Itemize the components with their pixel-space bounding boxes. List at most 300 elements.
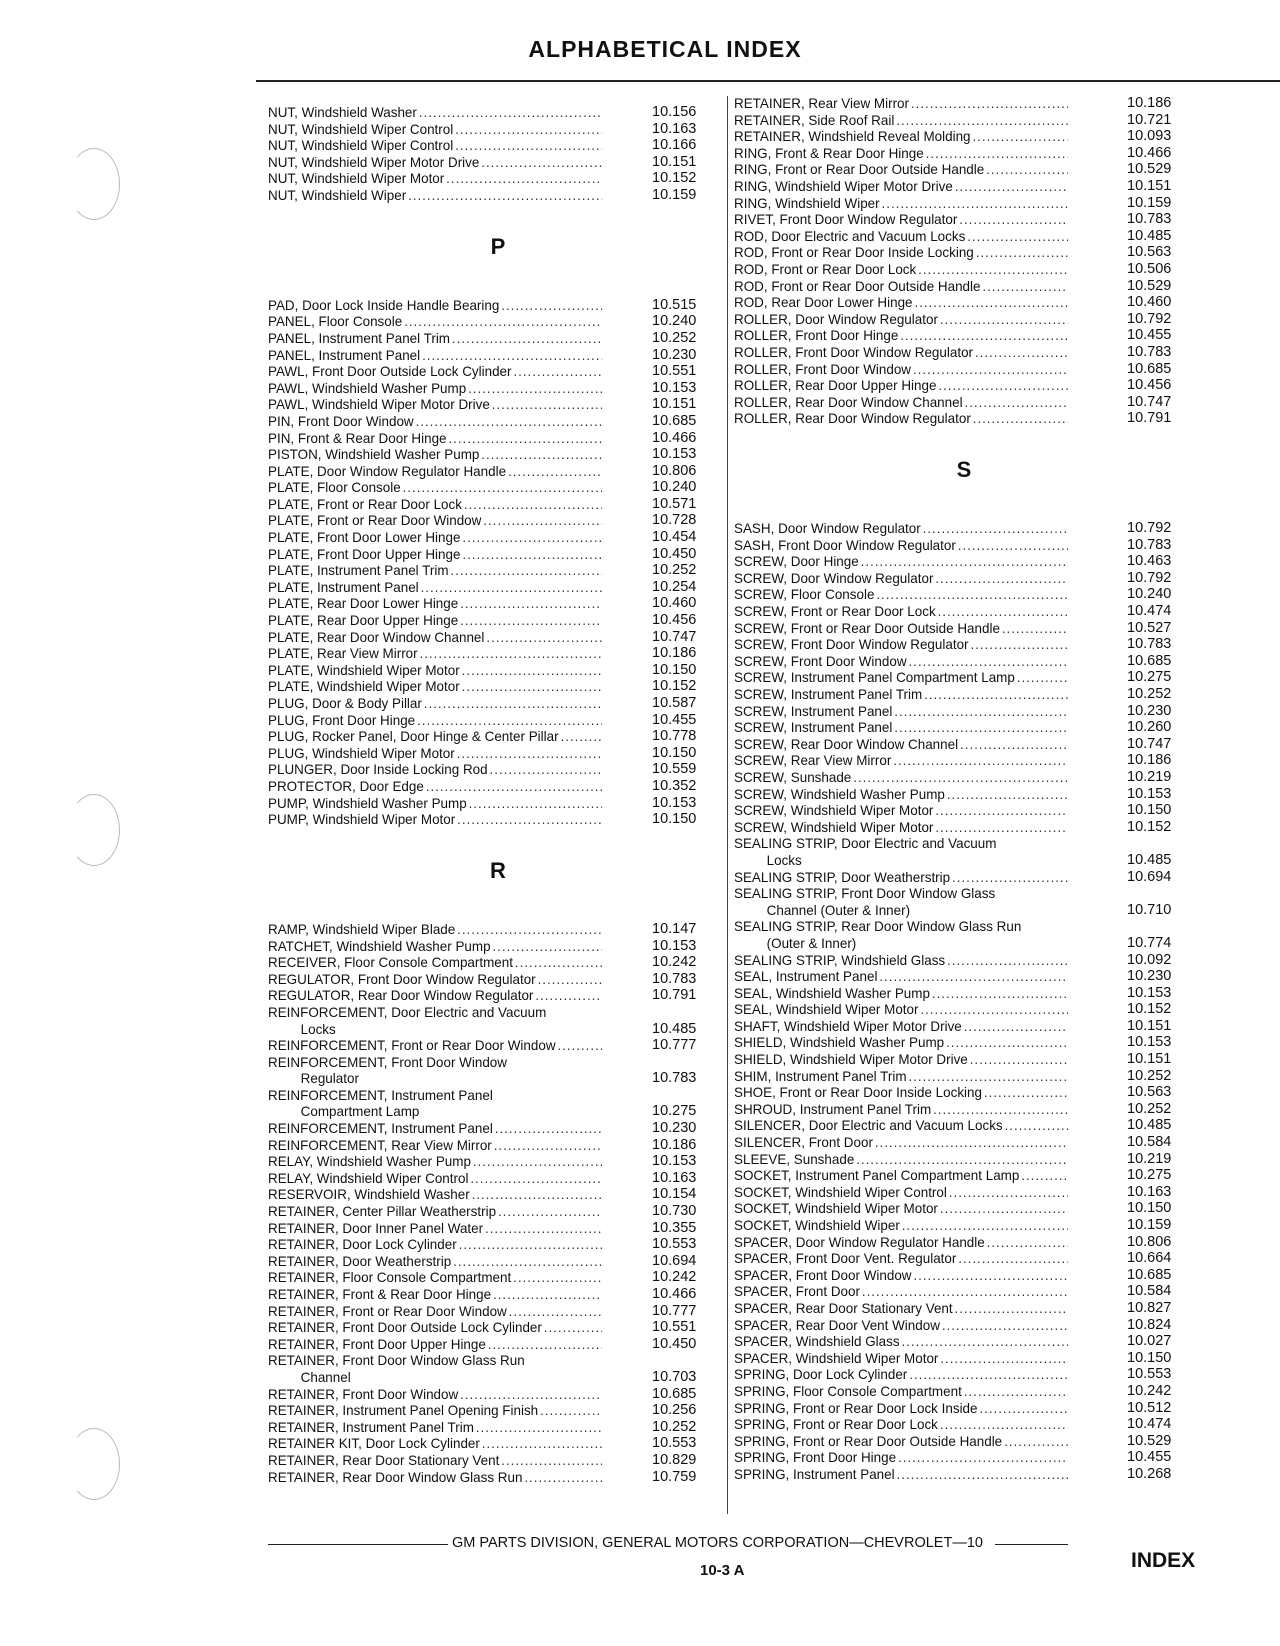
index-entry-page-reference: 10.455 [1127,1449,1172,1466]
index-entry-page-reference: 10.694 [1127,868,1172,885]
entry-text: NUT, Windshield Wiper Control [268,137,454,154]
index-entry-description [268,1352,602,1385]
entry-text: ROLLER, Front Door Window Regulator [734,343,974,360]
entry-text: SPACER, Door Window Regulator Handle [734,1233,985,1250]
entry-text: SCREW, Front or Rear Door Lock [734,603,936,620]
index-entry-description [268,761,602,778]
index-column-right [734,95,1194,1483]
entry-text: ROLLER, Rear Door Window Channel [734,393,963,410]
entry-text: SILENCER, Front Door [734,1134,873,1151]
index-entry-page-reference: 10.027 [1127,1333,1172,1350]
index-entry-page-reference: 10.159 [1127,194,1172,211]
index-entry-page-reference: 10.485 [1127,1117,1172,1134]
index-entry-page-reference: 10.156 [652,104,697,120]
index-entry-page-reference: 10.152 [1127,818,1172,835]
index-entry-page-reference: 10.551 [652,1319,697,1336]
entry-text: SPACER, Windshield Glass [734,1333,900,1350]
index-entry [268,595,728,612]
index-entry-page-reference: 10.553 [652,1236,697,1253]
entry-text: SCREW, Front Door Window Regulator [734,636,969,653]
index-entry [734,703,1194,720]
entry-text: SHAFT, Windshield Wiper Motor Drive [734,1017,962,1034]
entry-text: SOCKET, Windshield Wiper [734,1217,900,1233]
index-entry [734,145,1194,162]
index-entry-page-reference: 10.551 [652,363,697,380]
index-entry-description [734,327,1068,344]
entry-text: SOCKET, Instrument Panel Compartment Lamp [734,1167,1020,1184]
entry-continuation-text: Compartment Lamp [268,1103,602,1120]
index-entry-description [734,1167,1068,1184]
index-entry-description [268,987,602,1004]
index-entry [268,446,728,463]
index-entry-description [734,520,1068,537]
index-entry-description [268,1303,602,1320]
entry-text: SPRING, Door Lock Cylinder [734,1366,908,1383]
index-entry-description [268,645,602,662]
index-entry-description [734,736,1068,753]
index-entry-description [268,678,602,695]
entry-text: PLATE, Door Window Regulator Handle [268,462,507,479]
entry-text: REGULATOR, Rear Door Window Regulator [268,987,534,1004]
index-entry-page-reference: 10.454 [652,529,697,546]
index-entry-page-reference: 10.685 [1127,360,1172,377]
index-entry-description [268,1236,602,1253]
section-letter-heading [734,443,1194,503]
index-entry-page-reference: 10.153 [1127,1034,1172,1051]
entry-text: RING, Windshield Wiper [734,194,880,211]
entry-text: REINFORCEMENT, Front Door Window [268,1053,507,1070]
index-entry-page-reference: 10.584 [1127,1283,1172,1300]
index-entry [268,1452,728,1469]
entry-text: SLEEVE, Sunshade [734,1150,855,1167]
index-entry [268,778,728,795]
index-entry-description [268,137,602,154]
index-entry-page-reference: 10.455 [1127,327,1172,344]
index-entry-page-reference: 10.151 [1127,177,1172,194]
index-entry-page-reference: 10.792 [1127,569,1172,586]
index-entry-page-reference: 10.230 [1127,702,1172,719]
index-entry-description [268,1220,602,1237]
index-entry [268,463,728,480]
index-entry [734,1001,1194,1018]
index-entry-page-reference: 10.450 [652,545,697,562]
entry-text: RELAY, Windshield Washer Pump [268,1153,471,1170]
index-entry-description [268,1120,602,1137]
entry-text: RETAINER, Door Lock Cylinder [268,1236,457,1253]
index-entry-description [734,1151,1068,1168]
entry-text: RATCHET, Windshield Washer Pump [268,937,491,954]
index-entry-description [268,1402,602,1419]
section-letter: R [490,858,506,884]
index-entry [734,1217,1194,1234]
entry-text: PANEL, Instrument Panel Trim [268,329,451,346]
entry-text: NUT, Windshield Wiper Control [268,120,454,137]
index-entry-page-reference: 10.153 [652,379,697,396]
index-entry-description [268,695,602,712]
index-entry-description [268,463,602,480]
index-entry [268,938,728,955]
index-entry-page-reference: 10.783 [1127,636,1172,653]
entry-text: PAWL, Windshield Washer Pump [268,379,467,396]
index-entry-description [734,145,1068,162]
index-entry-page-reference: 10.529 [1127,277,1172,294]
index-entry [734,112,1194,129]
index-entry-description [734,835,1068,868]
index-entry [734,620,1194,637]
entry-text: SASH, Door Window Regulator [734,520,921,537]
index-entry-page-reference: 10.355 [652,1219,697,1236]
index-entry [734,603,1194,620]
index-entry [268,330,728,347]
index-entry-description [268,1037,602,1054]
entry-continuation-text: Regulator [268,1070,602,1087]
index-entry [268,297,728,314]
index-entry [734,1151,1194,1168]
index-entry-page-reference: 10.153 [652,1153,697,1170]
entry-text: SPACER, Windshield Wiper Motor [734,1349,939,1366]
index-entry-description [734,95,1068,112]
index-entry [268,562,728,579]
entry-text: SPRING, Front or Rear Door Lock Inside [734,1399,978,1416]
index-entry-description [734,1366,1068,1383]
entry-text: RETAINER, Door Weatherstrip [268,1252,452,1269]
entry-text: REGULATOR, Front Door Window Regulator [268,970,536,987]
index-entry [268,678,728,695]
entry-text: PAWL, Windshield Wiper Motor Drive [268,396,490,413]
index-entry-description [734,344,1068,361]
entry-text: PLUG, Door & Body Pillar [268,695,422,711]
index-entry-page-reference: 10.151 [652,396,697,413]
index-entry-page-reference: 10.147 [652,920,697,937]
index-entry-page-reference: 10.587 [652,695,697,711]
entry-text: SOCKET, Windshield Wiper Motor [734,1200,938,1217]
index-entry-description [268,745,602,762]
entry-text: SEALING STRIP, Door Electric and Vacuum [734,835,997,852]
index-entry [734,570,1194,587]
index-entry-page-reference: 10.563 [1127,1084,1172,1101]
index-entry-description [268,1286,602,1303]
index-entry-description [734,703,1068,720]
index-entry-page-reference: 10.559 [652,761,697,778]
entry-text: PISTON, Windshield Washer Pump [268,446,480,463]
index-entry [734,985,1194,1002]
index-entry-description [734,1466,1068,1483]
index-entry-description [268,728,602,745]
index-entry [268,1037,728,1054]
index-entry-description [268,1319,602,1336]
entry-text: ROLLER, Door Window Regulator [734,310,938,327]
index-entry [734,1466,1194,1483]
index-entry [268,396,728,413]
index-entry-page-reference: 10.256 [652,1402,697,1419]
index-entry-description [268,529,602,546]
index-entry [734,1433,1194,1450]
index-entry-page-reference: 10.456 [652,612,697,629]
index-entry-page-reference: 10.275 [652,1103,697,1120]
index-entry-description [734,311,1068,328]
index-entry [268,170,728,187]
index-column-left [268,104,728,1485]
index-entry-description [268,1186,602,1203]
index-entry [268,529,728,546]
index-entry-page-reference: 10.584 [1127,1134,1172,1151]
entry-text: RETAINER, Front & Rear Door Hinge [268,1286,492,1302]
index-entry-description [734,1333,1068,1350]
entry-text: ROD, Door Electric and Vacuum Locks [734,227,966,244]
entry-text: REINFORCEMENT, Rear View Mirror [268,1136,492,1153]
index-entry-page-reference: 10.463 [1127,553,1172,570]
index-entry-page-reference: 10.710 [1127,901,1172,918]
index-entry [268,1054,728,1087]
index-entry [734,719,1194,736]
entry-text: SCREW, Instrument Panel [734,719,893,736]
entry-text: SHIM, Instrument Panel Trim [734,1067,907,1084]
index-entry-description [734,1300,1068,1317]
index-entry [268,1303,728,1320]
index-entry-page-reference: 10.242 [1127,1382,1172,1399]
index-entry-page-reference: 10.186 [652,645,697,662]
index-entry [734,278,1194,295]
index-entry [734,311,1194,328]
entry-text: RIVET, Front Door Window Regulator [734,211,958,228]
index-entry-description [734,1134,1068,1151]
index-entry-page-reference: 10.242 [652,954,697,971]
index-entry-description [268,413,602,430]
index-entry-page-reference: 10.252 [652,562,697,579]
index-entry [268,1153,728,1170]
index-entry-page-reference: 10.553 [652,1435,697,1452]
index-entry-description [268,512,602,529]
index-entry [268,987,728,1004]
index-entry [268,1469,728,1486]
index-entry-page-reference: 10.093 [1127,128,1172,145]
index-entry-description [734,294,1068,311]
entry-continuation-text: (Outer & Inner) [734,935,1068,952]
entry-text: SPACER, Rear Door Stationary Vent [734,1299,953,1316]
entry-text: NUT, Windshield Washer [268,104,417,120]
index-entry [734,410,1194,427]
index-entry-page-reference: 10.685 [1127,1266,1172,1283]
entry-text: PLUNGER, Door Inside Locking Rod [268,761,488,778]
index-entry [734,1366,1194,1383]
index-entry-page-reference: 10.529 [1127,161,1172,178]
entry-text: RETAINER, Front Door Upper Hinge [268,1335,486,1352]
index-entry-description [734,1217,1068,1234]
index-entry-page-reference: 10.694 [652,1252,697,1269]
index-entry-page-reference: 10.268 [1127,1465,1172,1482]
index-entry-page-reference: 10.791 [1127,410,1172,427]
entry-text: SCREW, Rear View Mirror [734,752,892,769]
entry-text: NUT, Windshield Wiper Motor Drive [268,153,480,170]
index-entry-description [268,712,602,729]
index-entry-page-reference: 10.252 [652,329,697,346]
index-entry [268,662,728,679]
index-entry [268,1269,728,1286]
index-entry-description [734,128,1068,145]
index-entry [734,327,1194,344]
entry-text: ROLLER, Rear Door Upper Hinge [734,377,937,394]
entry-text: RING, Front or Rear Door Outside Handle [734,161,985,178]
index-entry-page-reference: 10.150 [652,744,697,761]
index-entry-description [268,330,602,347]
punch-hole-mark [68,148,120,220]
index-entry [734,636,1194,653]
entry-text: RETAINER, Windshield Reveal Molding [734,128,971,145]
index-entry [734,1317,1194,1334]
index-entry-description [734,261,1068,278]
entry-text: SILENCER, Door Electric and Vacuum Locks [734,1117,1003,1134]
index-entry [734,1383,1194,1400]
index-entry [268,479,728,496]
index-entry-page-reference: 10.150 [1127,1200,1172,1217]
entry-text: RETAINER, Front Door Window [268,1385,459,1402]
index-entry-page-reference: 10.240 [652,479,697,496]
punch-hole-mark [68,1428,120,1500]
index-entry [734,1267,1194,1284]
index-entry [268,496,728,513]
index-entry [268,712,728,729]
index-entry-page-reference: 10.150 [1127,1349,1172,1366]
index-entry-description [268,496,602,513]
index-entry-page-reference: 10.774 [1127,934,1172,951]
index-entry-description [268,1004,602,1037]
index-entry-description [268,1137,602,1154]
index-entry [734,885,1194,918]
entry-text: SCREW, Windshield Wiper Motor [734,818,934,835]
index-entry [268,1253,728,1270]
index-entry [268,512,728,529]
entry-text: RETAINER, Rear Door Stationary Vent [268,1451,500,1468]
index-entry-description [268,612,602,629]
index-entry-description [268,1452,602,1469]
index-entry-page-reference: 10.474 [1127,1416,1172,1433]
index-entry-page-reference: 10.219 [1127,1150,1172,1167]
index-entry [268,1236,728,1253]
index-entry-description [734,1068,1068,1085]
index-entry-page-reference: 10.092 [1127,951,1172,968]
index-entry [268,795,728,812]
entry-text: NUT, Windshield Wiper [268,186,407,203]
index-entry-description [268,1336,602,1353]
entry-continuation-text: Locks [268,1021,602,1038]
index-entry [268,430,728,447]
index-entry [734,835,1194,868]
index-entry-page-reference: 10.230 [1127,968,1172,985]
entry-text: RAMP, Windshield Wiper Blade [268,920,456,937]
index-entry [734,228,1194,245]
index-entry-description [734,603,1068,620]
entry-text: RETAINER, Door Inner Panel Water [268,1219,484,1236]
entry-text: SCREW, Door Hinge [734,553,859,570]
index-entry-description [268,170,602,187]
index-entry-page-reference: 10.485 [1127,227,1172,244]
entry-text: PLATE, Front Door Lower Hinge [268,529,461,546]
index-entry-description [734,1200,1068,1217]
index-entry [268,761,728,778]
entry-text: PLATE, Windshield Wiper Motor [268,678,460,695]
index-entry-page-reference: 10.152 [652,170,697,187]
index-entry-description [734,1383,1068,1400]
index-entry-description [734,1117,1068,1134]
index-entry-description [268,1419,602,1436]
entry-text: PLUG, Windshield Wiper Motor [268,744,455,761]
index-entry [268,347,728,364]
index-entry-page-reference: 10.150 [652,661,697,678]
index-entry-description [268,562,602,579]
entry-text: ROD, Front or Rear Door Outside Handle [734,277,981,294]
entry-text: REINFORCEMENT, Instrument Panel [268,1086,493,1103]
index-entry [734,195,1194,212]
index-entry-page-reference: 10.529 [1127,1432,1172,1449]
index-entry [268,104,728,121]
index-entry-description [734,1018,1068,1035]
index-entry [734,520,1194,537]
index-entry-page-reference: 10.466 [1127,144,1172,161]
index-entry-description [268,595,602,612]
index-entry-page-reference: 10.783 [1127,536,1172,553]
entry-text: RETAINER, Instrument Panel Trim [268,1418,474,1435]
index-entry [268,1336,728,1353]
index-entry-page-reference: 10.747 [1127,735,1172,752]
index-entry-description [268,1269,602,1286]
index-entry [268,695,728,712]
entry-text: SPRING, Floor Console Compartment [734,1382,962,1399]
index-entry-page-reference: 10.466 [652,1286,697,1302]
index-entry [268,1137,728,1154]
index-entry-page-reference: 10.151 [1127,1017,1172,1034]
index-entry [268,579,728,596]
index-entry-description [734,769,1068,786]
index-entry-description [734,1350,1068,1367]
entry-text: SHOE, Front or Rear Door Inside Locking [734,1084,983,1101]
section-letter-heading [268,220,728,280]
footer-rule-right [995,1544,1068,1545]
index-tab-label: INDEX [1131,1549,1196,1572]
index-entry-description [734,719,1068,736]
entry-text: SCREW, Sunshade [734,768,852,785]
index-entry-description [268,363,602,380]
entry-text: SASH, Front Door Window Regulator [734,536,956,553]
title-rule [256,80,1280,82]
index-entry-description [734,570,1068,587]
index-entry-description [734,1283,1068,1300]
footer-text: GM PARTS DIVISION, GENERAL MOTORS CORPORATION—CHEVROLET—10 [448,1535,987,1551]
entry-text: RETAINER, Side Roof Rail [734,111,895,128]
index-entry [268,546,728,563]
entry-text: SCREW, Instrument Panel Trim [734,686,923,702]
index-entry-page-reference: 10.151 [1127,1051,1172,1068]
index-entry [268,1402,728,1419]
index-entry [268,121,728,138]
entry-text: PLUG, Front Door Hinge [268,711,416,728]
index-entry [268,728,728,745]
index-entry [734,361,1194,378]
index-entry-description [734,636,1068,653]
index-entry-page-reference: 10.150 [652,811,697,828]
entry-text: RETAINER, Front Door Window Glass Run [268,1352,525,1369]
index-entry-description [734,1400,1068,1417]
index-entry-description [268,1054,602,1087]
index-entry-page-reference: 10.721 [1127,111,1172,128]
index-entry-description [268,921,602,938]
index-entry-description [268,1203,602,1220]
index-entry-page-reference: 10.571 [652,495,697,512]
entry-text: SCREW, Rear Door Window Channel [734,735,959,752]
index-entry [734,1117,1194,1134]
entry-text: PLATE, Rear Door Window Channel [268,628,485,645]
index-entry [268,1186,728,1203]
index-entry-page-reference: 10.455 [652,711,697,728]
